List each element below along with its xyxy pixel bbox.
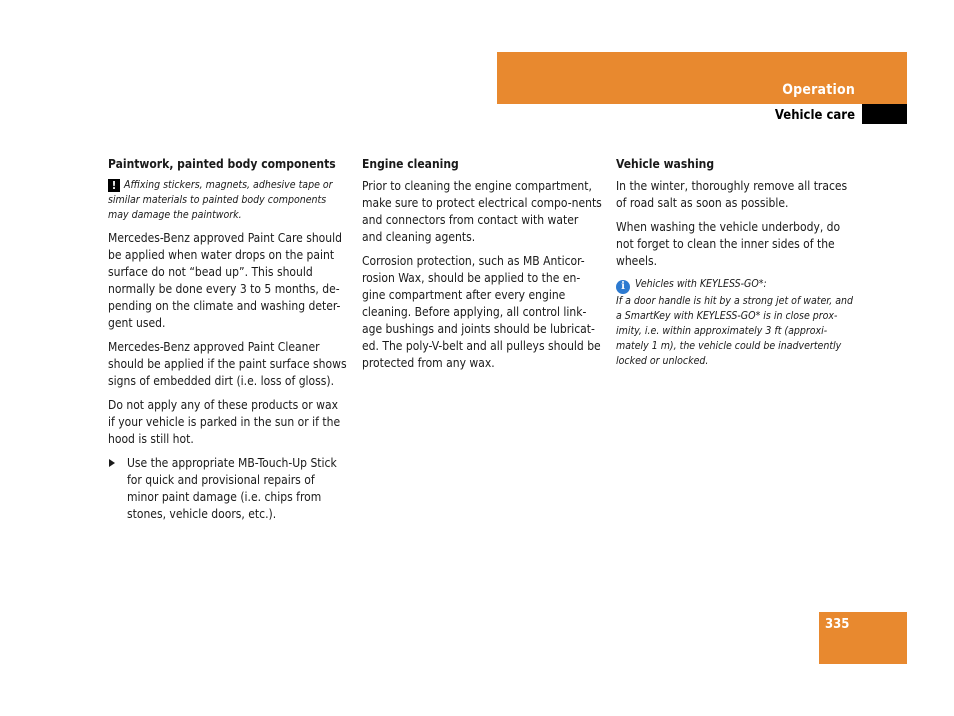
paint-care-paragraph: Mercedes-Benz approved Paint Care should be applied when water drops on the paint surface do not “bead up”. This should normally be done every 3 to 5 months, de-pending on the climate and washing deter-gent used. [108, 231, 342, 330]
washing-heading: Vehicle washing [616, 157, 715, 171]
section-title: Operation [782, 82, 855, 98]
info-note [616, 277, 856, 369]
road-salt-paragraph: In the winter, thoroughly remove all traces of road salt as soon as possible. [616, 179, 848, 210]
section-header-bar [497, 52, 907, 104]
underbody-paragraph: When washing the vehicle underbody, do not forget to clean the inner sides of the wheels. [616, 220, 841, 268]
column-paintwork [108, 156, 348, 530]
wax-caution-paragraph: Do not apply any of these products or wax if your vehicle is parked in the sun or if the hood is still hot. [108, 398, 341, 446]
page-number: 335 [825, 617, 850, 632]
touch-up-bullet [108, 455, 348, 523]
touch-up-text: Use the appropriate MB-Touch-Up Stick for quick and provisional repairs of minor paint damage (i.e. chips from stones, vehicle doors, etc.). [127, 456, 337, 521]
info-text: If a door handle is hit by a strong jet of water, and a SmartKey with KEYLESS-GO* is in close prox-imity, i.e. within approximately 3 ft (approxi-mately 1 m), the vehicle could be inadvertently locked or unlocked. [616, 295, 853, 367]
paint-cleaner-paragraph: Mercedes-Benz approved Paint Cleaner should be applied if the paint surface shows signs of embedded dirt (i.e. loss of gloss). [108, 340, 347, 388]
column-vehicle-washing [616, 156, 856, 376]
engine-protect-paragraph: Prior to cleaning the engine compartment, make sure to protect electrical compo-nents and connectors from contact with water and cleaning agents. [362, 179, 602, 244]
paintwork-heading: Paintwork, painted body components [108, 157, 336, 171]
info-icon: i [616, 280, 630, 294]
engine-corrosion-paragraph: Corrosion protection, such as MB Anticor-rosion Wax, should be applied to the en-gine compartment after every engine cleaning. Before applying, all control link-age bushings and joints should be lubricat-ed. The poly-V-belt and all pulleys should be protected from any wax. [362, 254, 601, 370]
section-tab-marker [862, 104, 907, 124]
triangle-bullet-icon [109, 459, 115, 467]
warning-text: Affixing stickers, magnets, adhesive tape or similar materials to painted body components may damage the paintwork. [108, 179, 333, 221]
exclamation-icon: ! [108, 179, 120, 192]
info-title: Vehicles with KEYLESS-GO*: [635, 278, 767, 290]
subsection-title: Vehicle care [774, 108, 855, 123]
page-number-box [819, 612, 907, 664]
engine-heading: Engine cleaning [362, 157, 459, 171]
column-engine-cleaning [362, 156, 602, 379]
warning-note [108, 178, 348, 223]
